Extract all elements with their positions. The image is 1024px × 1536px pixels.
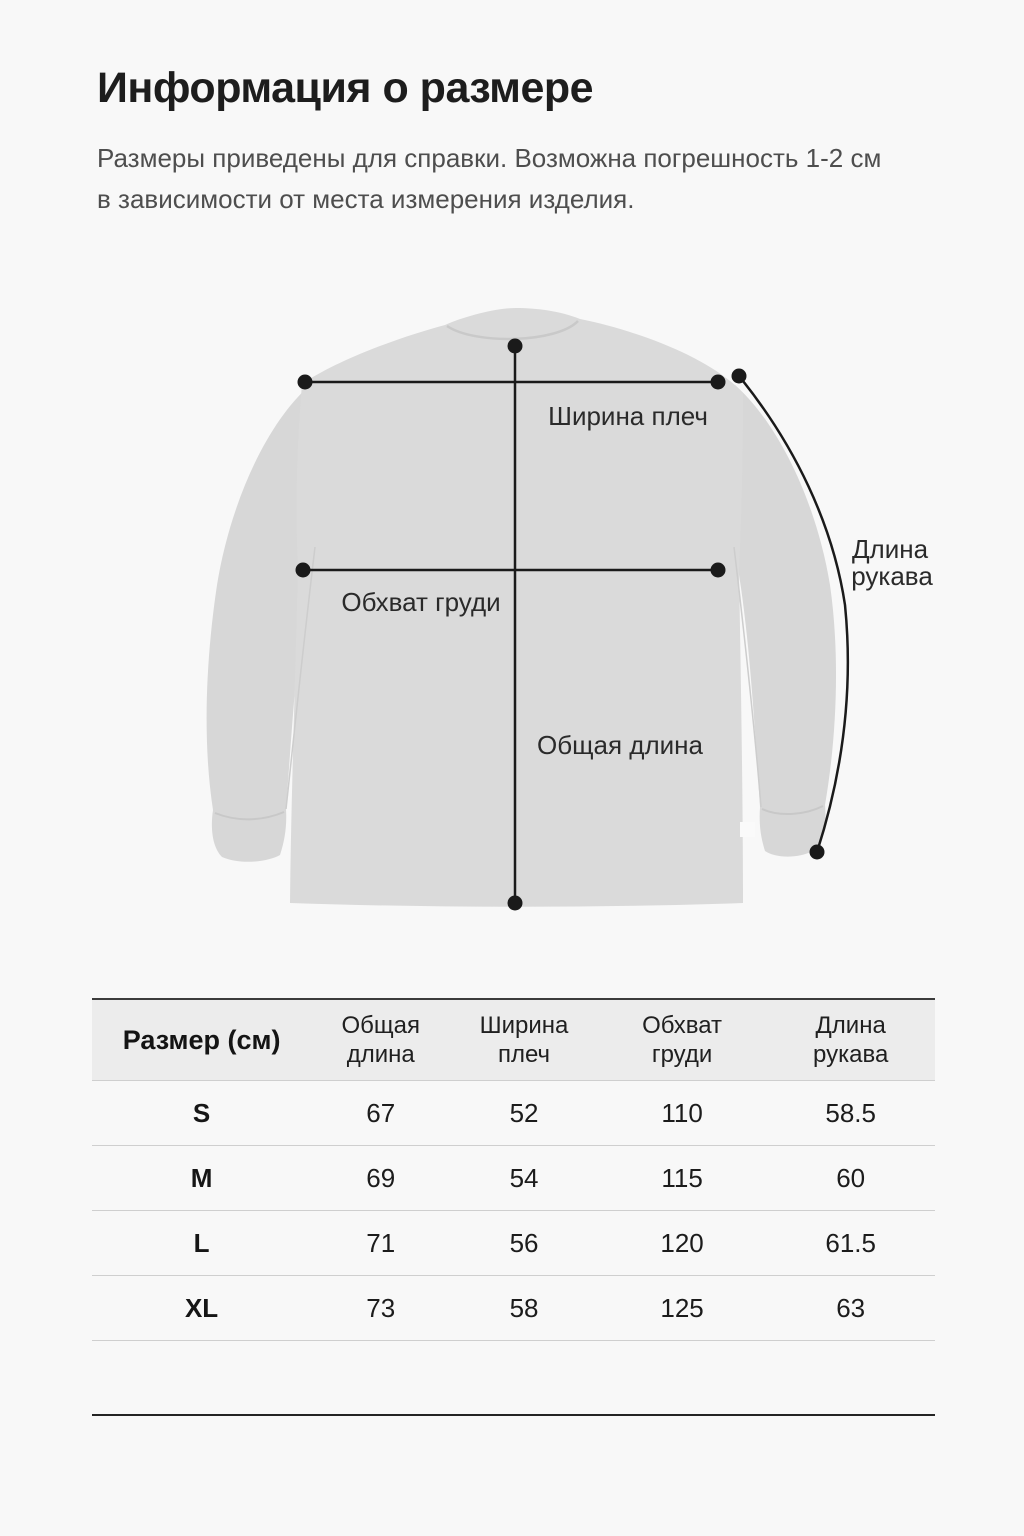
value-shoulder-width: 54 xyxy=(509,1162,539,1193)
header-chest-girth-text: Обхват груди xyxy=(642,1012,723,1068)
value-total-length: 71 xyxy=(366,1227,396,1258)
header-shoulder-width xyxy=(450,1011,598,1069)
header-sleeve-length-text: Длина рукава xyxy=(813,1012,889,1068)
measure-dot xyxy=(711,563,726,578)
measure-dot xyxy=(810,845,825,860)
value-sleeve-length: 63 xyxy=(836,1292,866,1323)
hem-tag xyxy=(740,822,755,837)
value-shoulder-width: 56 xyxy=(509,1227,539,1258)
header-shoulder-width-text: Ширина плеч xyxy=(479,1012,569,1068)
sleeve-length-label-line1: Длина xyxy=(851,534,929,564)
header-sleeve-length xyxy=(766,1011,935,1069)
sleeve-length-label-line2: рукава xyxy=(851,561,933,591)
value-sleeve-length: 61.5 xyxy=(825,1227,876,1258)
subtitle-line-2: в зависимости от места измерения изделия. xyxy=(97,184,635,214)
table-row-m xyxy=(92,1146,935,1211)
value-sleeve-length: 58.5 xyxy=(825,1097,876,1128)
measure-dot xyxy=(711,375,726,390)
value-chest-girth: 125 xyxy=(660,1292,704,1323)
value-total-length: 67 xyxy=(366,1097,396,1128)
page-subtitle xyxy=(97,138,881,220)
total-length-label: Общая длина xyxy=(537,730,703,760)
measure-dot xyxy=(732,369,747,384)
value-sleeve-length: 60 xyxy=(836,1162,866,1193)
subtitle-line-1: Размеры приведены для справки. Возможна погрешность 1-2 см xyxy=(97,143,882,173)
size-label: S xyxy=(192,1097,211,1128)
table-row-l xyxy=(92,1211,935,1276)
size-label: L xyxy=(193,1227,210,1258)
sweatshirt-diagram-svg xyxy=(165,285,985,965)
table-row-xl xyxy=(92,1276,935,1341)
header-total-length-text: Общая длина xyxy=(341,1012,420,1068)
value-shoulder-width: 58 xyxy=(509,1292,539,1323)
size-table xyxy=(92,998,935,1416)
measure-dot xyxy=(508,896,523,911)
value-chest-girth: 115 xyxy=(661,1162,703,1193)
measure-dot xyxy=(296,563,311,578)
shoulder-width-label: Ширина плеч xyxy=(548,401,708,431)
page-title: Информация о размере xyxy=(97,64,594,112)
value-chest-girth: 110 xyxy=(661,1097,703,1128)
value-total-length: 69 xyxy=(366,1162,396,1193)
measure-dot xyxy=(508,339,523,354)
size-table-header xyxy=(92,1000,935,1081)
chest-girth-label: Обхват груди xyxy=(341,587,501,617)
header-chest-girth xyxy=(598,1011,767,1069)
header-size: Размер (см) xyxy=(122,1024,281,1055)
size-label: XL xyxy=(184,1292,219,1323)
value-chest-girth: 120 xyxy=(660,1227,704,1258)
table-bottom-spacer xyxy=(92,1341,935,1416)
table-row-s xyxy=(92,1081,935,1146)
header-total-length xyxy=(311,1011,450,1069)
value-total-length: 73 xyxy=(366,1292,396,1323)
size-diagram xyxy=(165,285,985,965)
value-shoulder-width: 52 xyxy=(509,1097,539,1128)
size-label: M xyxy=(190,1162,213,1193)
measure-dot xyxy=(298,375,313,390)
